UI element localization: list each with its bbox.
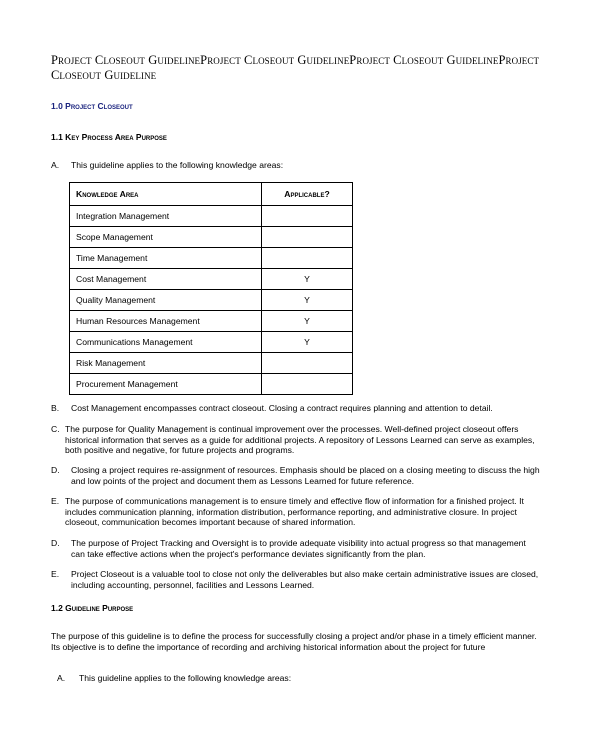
item-c-text: The purpose for Quality Management is continual improvement over the processes. Well-defined project closeout offers historical information that serves as a guide for additional projects. A repository of Lessons Learned can serve as examples, both positive and negative, for future projects and programs. [65, 424, 535, 455]
cell-applicable: Y [262, 269, 353, 290]
item-d-second-text: The purpose of Project Tracking and Oversight is to provide adequate visibility into actual progress so that management can take effective actions when the project's performance deviates significantly from the plan. [71, 538, 526, 559]
item-e-text: The purpose of communications management is to ensure timely and effective flow of information for a finished project. It includes communication planning, information distribution, performance reporting, and administrative closure. In project closeout, communication becomes important because of shared information. [65, 496, 524, 527]
table-header-row [70, 183, 353, 206]
cell-knowledge-area: Quality Management [70, 290, 262, 311]
header-knowledge-area: Knowledge Area [70, 183, 262, 206]
item-d-text: Closing a project requires re-assignment of resources. Emphasis should be placed on a closing meeting to discuss the high and low points of the project and document them as Lessons Learned for future reference. [71, 465, 540, 486]
cell-knowledge-area: Communications Management [70, 332, 262, 353]
cell-applicable [262, 374, 353, 395]
list-marker-b: B. [51, 403, 60, 413]
table-row [70, 311, 353, 332]
table-row [70, 206, 353, 227]
list-marker-a: A. [51, 160, 60, 170]
guideline-purpose-paragraph: The purpose of this guideline is to define the process for successfully closing a project and/or phase in a timely efficient manner. Its objective is to define the importance of recording and archiving historical information about the project for future [51, 631, 537, 652]
item-a-text: This guideline applies to the following knowledge areas: [71, 160, 284, 170]
document-title: Project Closeout GuidelineProject Closeout GuidelineProject Closeout GuidelineProject Closeout Guideline [51, 53, 540, 82]
cell-knowledge-area: Integration Management [70, 206, 262, 227]
cell-applicable [262, 227, 353, 248]
table-row [70, 353, 353, 374]
table-row [70, 332, 353, 353]
cell-knowledge-area: Procurement Management [70, 374, 262, 395]
list-marker-e: E. [51, 496, 60, 506]
table-row [70, 248, 353, 269]
section-heading-1-0: 1.0 Project Closeout [51, 101, 133, 111]
table-row [70, 269, 353, 290]
list-marker-d: D. [51, 465, 60, 475]
table-row [70, 227, 353, 248]
cell-applicable [262, 248, 353, 269]
cell-applicable: Y [262, 332, 353, 353]
header-applicable: Applicable? [262, 183, 353, 206]
item-a-second-text: This guideline applies to the following knowledge areas: [79, 673, 292, 683]
item-e-second-text: Project Closeout is a valuable tool to close not only the deliverables but also make certain administrative issues are closed, including accounting, personnel, facilities and Lessons Learned. [71, 569, 539, 590]
cell-knowledge-area: Cost Management [70, 269, 262, 290]
cell-applicable: Y [262, 290, 353, 311]
cell-knowledge-area: Human Resources Management [70, 311, 262, 332]
cell-applicable [262, 206, 353, 227]
cell-knowledge-area: Scope Management [70, 227, 262, 248]
list-marker-d-second: D. [51, 538, 60, 548]
table-row [70, 374, 353, 395]
subsection-heading-1-2: 1.2 Guideline Purpose [51, 603, 134, 613]
cell-knowledge-area: Risk Management [70, 353, 262, 374]
item-b-text: Cost Management encompasses contract closeout. Closing a contract requires planning and attention to detail. [71, 403, 493, 413]
list-marker-c: C. [51, 424, 60, 434]
subsection-heading-1-1: 1.1 Key Process Area Purpose [51, 132, 167, 142]
cell-applicable [262, 353, 353, 374]
knowledge-area-table [69, 182, 353, 395]
list-marker-a-second: A. [57, 673, 66, 683]
cell-applicable: Y [262, 311, 353, 332]
cell-knowledge-area: Time Management [70, 248, 262, 269]
table-row [70, 290, 353, 311]
list-marker-e-second: E. [51, 569, 60, 579]
